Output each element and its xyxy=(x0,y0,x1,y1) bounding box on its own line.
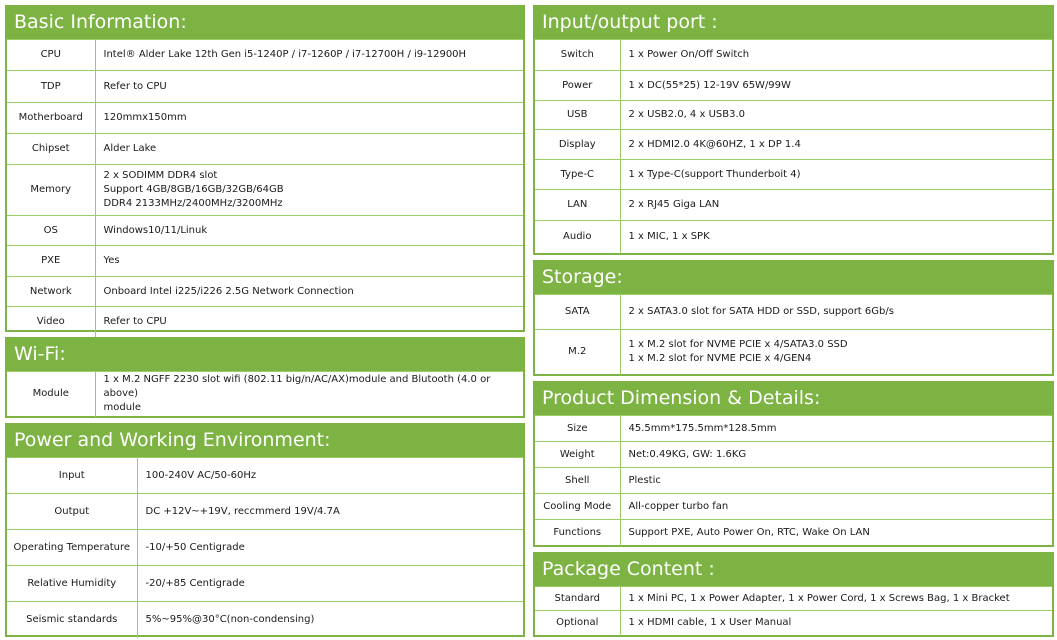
table-row xyxy=(7,216,523,246)
spec-label: Audio xyxy=(535,221,620,254)
spec-value xyxy=(95,372,523,417)
power-environment-section xyxy=(5,423,525,637)
table-row xyxy=(7,40,523,71)
spec-table xyxy=(7,39,523,337)
spec-label: Size xyxy=(535,416,620,442)
section-title: Wi-Fi: xyxy=(7,339,523,371)
spec-label: Cooling Mode xyxy=(535,494,620,520)
spec-value: -10/+50 Centigrade xyxy=(137,530,523,566)
value-line: 1 x M.2 slot for NVME PCIE x 4/SATA3.0 SSD xyxy=(628,339,848,351)
spec-value: DC +12V~+19V, reccmmerd 19V/4.7A xyxy=(137,494,523,530)
spec-label: Memory xyxy=(7,165,95,216)
section-title: Package Content : xyxy=(535,554,1052,586)
section-title: Input/output port : xyxy=(535,7,1052,39)
spec-value: Alder Lake xyxy=(95,134,523,165)
table-row xyxy=(535,40,1052,71)
spec-value: Windows10/11/Linuk xyxy=(95,216,523,246)
table-row xyxy=(535,494,1052,520)
spec-label: Output xyxy=(7,494,137,530)
spec-value: 45.5mm*175.5mm*128.5mm xyxy=(620,416,1052,442)
spec-label: LAN xyxy=(535,190,620,221)
spec-table xyxy=(535,39,1052,254)
table-row xyxy=(7,530,523,566)
table-row xyxy=(7,165,523,216)
spec-label: PXE xyxy=(7,246,95,277)
spec-label: Video xyxy=(7,307,95,337)
spec-value: Plestic xyxy=(620,468,1052,494)
spec-value: Refer to CPU xyxy=(95,307,523,337)
product-dimension-section xyxy=(533,381,1054,547)
spec-label: Chipset xyxy=(7,134,95,165)
table-row xyxy=(535,416,1052,442)
spec-label: Power xyxy=(535,71,620,101)
spec-value: 1 x Type-C(support Thunderboit 4) xyxy=(620,160,1052,190)
spec-value: 2 x USB2.0, 4 x USB3.0 xyxy=(620,101,1052,130)
table-row xyxy=(7,277,523,307)
value-line: 2 x SODIMM DDR4 slot xyxy=(103,170,218,181)
spec-value: 120mmx150mm xyxy=(95,103,523,134)
storage-section xyxy=(533,260,1054,376)
spec-label: Input xyxy=(7,458,137,494)
table-row xyxy=(535,611,1052,636)
io-port-section xyxy=(533,5,1054,255)
table-row xyxy=(535,130,1052,160)
spec-label: Shell xyxy=(535,468,620,494)
spec-label: USB xyxy=(535,101,620,130)
spec-value xyxy=(95,165,523,216)
spec-value: Support PXE, Auto Power On, RTC, Wake On LAN xyxy=(620,520,1052,546)
spec-label: Motherboard xyxy=(7,103,95,134)
spec-value: Onboard Intel i225/i226 2.5G Network Connection xyxy=(95,277,523,307)
spec-value: Net:0.49KG, GW: 1.6KG xyxy=(620,442,1052,468)
table-row xyxy=(7,566,523,602)
table-row xyxy=(7,103,523,134)
value-line: Support 4GB/8GB/16GB/32GB/64GB xyxy=(103,184,284,195)
spec-label: CPU xyxy=(7,40,95,71)
spec-label: Functions xyxy=(535,520,620,546)
spec-label: Network xyxy=(7,277,95,307)
spec-value: Intel® Alder Lake 12th Gen i5-1240P / i7-1260P / i7-12700H / i9-12900H xyxy=(95,40,523,71)
spec-label: Optional xyxy=(535,611,620,636)
spec-value: 5%~95%@30°C(non-condensing) xyxy=(137,602,523,638)
spec-value: 1 x Mini PC, 1 x Power Adapter, 1 x Power Cord, 1 x Screws Bag, 1 x Bracket xyxy=(620,587,1052,611)
spec-label: OS xyxy=(7,216,95,246)
basic-information-section xyxy=(5,5,525,332)
spec-value: 1 x HDMI cable, 1 x User Manual xyxy=(620,611,1052,636)
spec-label: Switch xyxy=(535,40,620,71)
table-row xyxy=(535,442,1052,468)
spec-value: Yes xyxy=(95,246,523,277)
table-row xyxy=(7,134,523,165)
spec-value: 2 x SATA3.0 slot for SATA HDD or SSD, support 6Gb/s xyxy=(620,295,1052,330)
table-row xyxy=(7,494,523,530)
spec-label: Weight xyxy=(535,442,620,468)
spec-value: 1 x Power On/Off Switch xyxy=(620,40,1052,71)
table-row xyxy=(7,307,523,337)
table-row xyxy=(7,602,523,638)
table-row xyxy=(535,295,1052,330)
table-row xyxy=(535,190,1052,221)
spec-label: Display xyxy=(535,130,620,160)
spec-label: Seismic standards xyxy=(7,602,137,638)
table-row xyxy=(7,71,523,103)
spec-value: All-copper turbo fan xyxy=(620,494,1052,520)
wifi-section xyxy=(5,337,525,418)
table-row xyxy=(535,101,1052,130)
table-row xyxy=(7,246,523,277)
spec-value: -20/+85 Centigrade xyxy=(137,566,523,602)
spec-value: 100-240V AC/50-60Hz xyxy=(137,458,523,494)
spec-label: SATA xyxy=(535,295,620,330)
spec-value: 1 x DC(55*25) 12-19V 65W/99W xyxy=(620,71,1052,101)
table-row xyxy=(535,160,1052,190)
value-line: DDR4 2133MHz/2400MHz/3200MHz xyxy=(103,198,283,209)
spec-table xyxy=(535,415,1052,546)
value-line: 1 x M.2 NGFF 2230 slot wifi (802.11 big/n/AC/AX)module and Blutooth (4.0 or above) xyxy=(103,374,491,400)
table-row xyxy=(535,520,1052,546)
spec-value: 2 x RJ45 Giga LAN xyxy=(620,190,1052,221)
package-content-section xyxy=(533,552,1054,637)
value-line: 1 x M.2 slot for NVME PCIE x 4/GEN4 xyxy=(628,353,812,365)
section-title: Storage: xyxy=(535,262,1052,294)
spec-label: Type-C xyxy=(535,160,620,190)
section-title: Power and Working Environment: xyxy=(7,425,523,457)
spec-table xyxy=(535,586,1052,636)
table-row xyxy=(7,458,523,494)
spec-value: 1 x MIC, 1 x SPK xyxy=(620,221,1052,254)
table-row xyxy=(535,71,1052,101)
spec-value xyxy=(620,330,1052,375)
spec-label: M.2 xyxy=(535,330,620,375)
spec-label: Relative Humidity xyxy=(7,566,137,602)
table-row xyxy=(535,587,1052,611)
spec-table xyxy=(535,294,1052,375)
spec-table xyxy=(7,371,523,417)
spec-table xyxy=(7,457,523,638)
spec-value: 2 x HDMI2.0 4K@60HZ, 1 x DP 1.4 xyxy=(620,130,1052,160)
value-line: module xyxy=(103,402,141,414)
spec-label: Standard xyxy=(535,587,620,611)
spec-value: Refer to CPU xyxy=(95,71,523,103)
table-row xyxy=(7,372,523,417)
section-title: Product Dimension & Details: xyxy=(535,383,1052,415)
table-row xyxy=(535,468,1052,494)
table-row xyxy=(535,221,1052,254)
spec-label: TDP xyxy=(7,71,95,103)
spec-label: Module xyxy=(7,372,95,417)
table-row xyxy=(535,330,1052,375)
spec-label: Operating Temperature xyxy=(7,530,137,566)
section-title: Basic Information: xyxy=(7,7,523,39)
